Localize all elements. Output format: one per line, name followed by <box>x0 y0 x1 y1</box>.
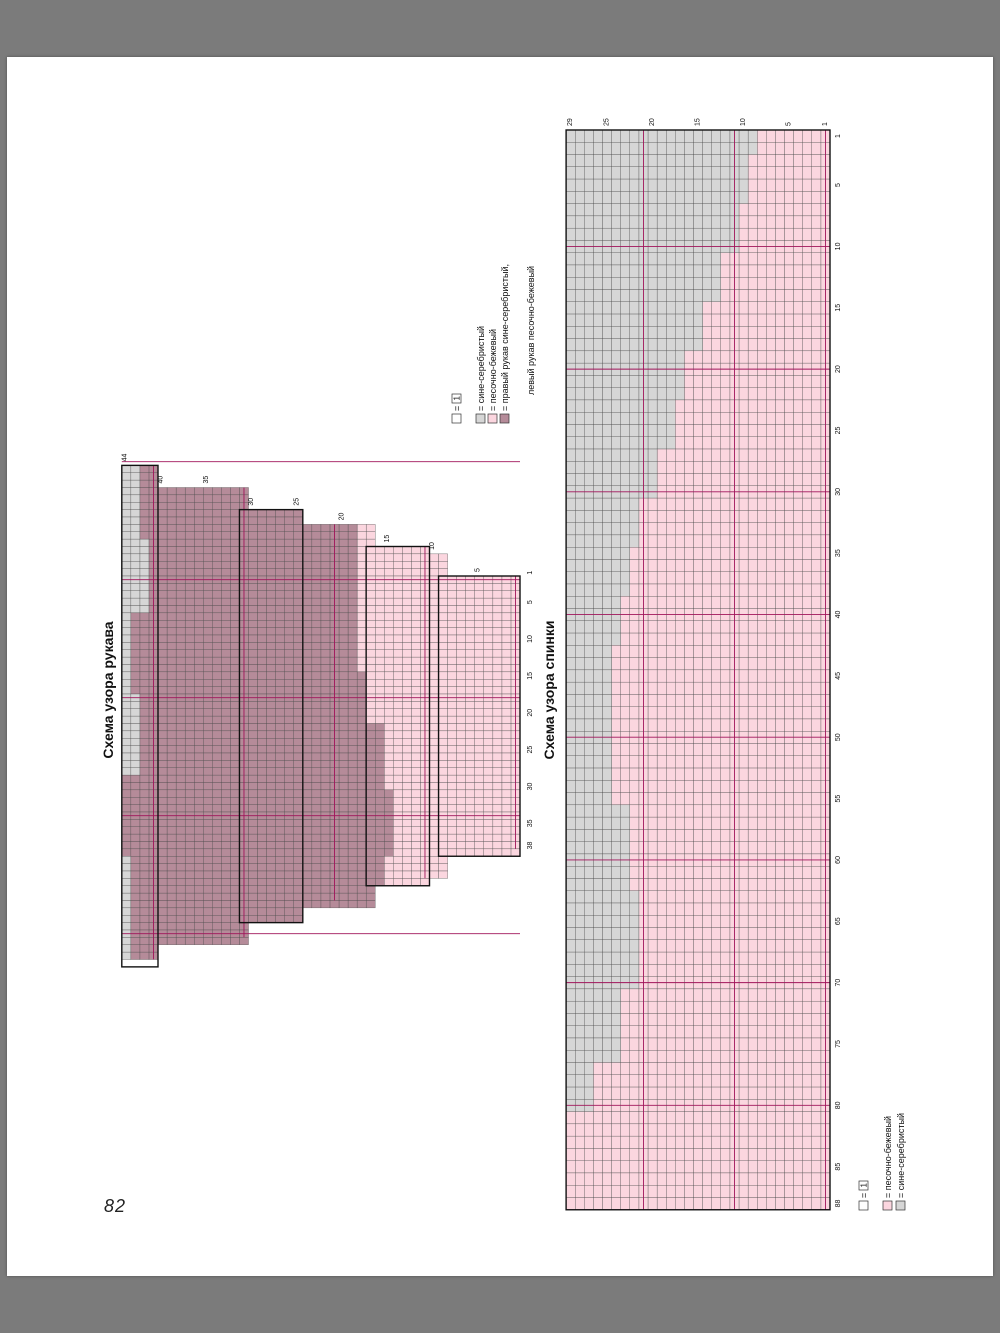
sleeve-row-label: 25 <box>527 745 534 754</box>
legend-swatch-pink <box>488 414 497 423</box>
legend-left-sleeve: левый рукав песочно-бежевый <box>526 265 536 395</box>
back-row-label: 20 <box>835 365 842 374</box>
back-row-label: 1 <box>835 134 842 138</box>
legend-blue-silver: = сине-серебристый <box>896 1113 906 1198</box>
back-row-label: 85 <box>835 1162 842 1171</box>
back-row-label: 55 <box>835 794 842 803</box>
sleeve-stitch-label: 25 <box>293 497 301 506</box>
legend-swatch-empty <box>452 414 461 423</box>
back-stitch-label: 25 <box>603 118 611 126</box>
back-row-label: 35 <box>835 549 842 558</box>
back-row-label: 10 <box>835 242 842 251</box>
back-row-label: 70 <box>835 978 842 987</box>
back-legend <box>859 1113 906 1210</box>
back-row-label: 75 <box>835 1040 842 1048</box>
sleeve-stitch-label: 10 <box>429 542 436 550</box>
sleeve-legend <box>452 264 536 423</box>
sleeve-stitch-label: 15 <box>383 534 391 543</box>
legend-right-sleeve: = правый рукав сине-серебристый, <box>500 264 510 411</box>
back-stitch-label: 1 <box>821 122 829 126</box>
sleeve-row-label: 5 <box>527 600 534 605</box>
sleeve-row-label: 1 <box>527 570 534 575</box>
sleeve-row-label: 38 <box>527 841 534 850</box>
legend-sand-beige: = песочно-бежевый <box>488 329 498 411</box>
sleeve-stitch-label: 35 <box>202 475 210 484</box>
sleeve-stitch-label: 20 <box>338 512 346 521</box>
back-stitch-label: 10 <box>740 118 747 126</box>
back-stitch-label: 29 <box>567 118 575 126</box>
sleeve-chart <box>121 453 534 966</box>
legend-swatch-grey <box>476 414 485 423</box>
back-row-label: 45 <box>835 671 842 680</box>
legend-one-glyph: 1 <box>452 396 462 401</box>
sleeve-row-label: 10 <box>527 635 534 643</box>
back-row-label: 65 <box>835 917 842 926</box>
back-row-label: 25 <box>835 426 842 435</box>
back-chart-title: Схема узора спинки <box>541 620 557 760</box>
legend-one-glyph: 1 <box>859 1183 869 1188</box>
back-row-label: 40 <box>835 610 842 619</box>
back-row-label: 50 <box>835 733 842 742</box>
back-row-label: 60 <box>835 856 842 864</box>
sleeve-chart-title: Схема узора рукава <box>100 621 116 759</box>
legend-equals: = <box>452 405 462 411</box>
back-row-label: 88 <box>835 1199 842 1208</box>
sleeve-stitch-label: 30 <box>248 497 255 506</box>
legend-swatch-mauve <box>500 414 509 423</box>
sleeve-stitch-label: 40 <box>157 475 165 484</box>
back-chart <box>566 118 842 1210</box>
sleeve-stitch-label: 5 <box>474 568 482 572</box>
page-number: 82 <box>104 1196 127 1216</box>
back-row-label: 30 <box>835 487 842 496</box>
back-row-label: 5 <box>835 183 842 188</box>
legend-swatch-empty <box>859 1201 868 1210</box>
sleeve-stitch-label: 44 <box>121 453 129 462</box>
sleeve-row-label: 20 <box>527 708 534 717</box>
sleeve-row-label: 30 <box>527 782 534 791</box>
back-stitch-label: 15 <box>694 118 702 126</box>
back-stitch-label: 5 <box>785 122 793 126</box>
sleeve-row-label: 35 <box>527 819 534 828</box>
legend-blue-silver: = сине-серебристый <box>476 326 486 411</box>
legend-sand-beige: = песочно-бежевый <box>883 1116 893 1198</box>
back-row-label: 80 <box>835 1101 842 1110</box>
legend-swatch-grey <box>896 1201 905 1210</box>
back-stitch-label: 20 <box>649 118 656 126</box>
legend-swatch-pink <box>883 1201 892 1210</box>
legend-equals: = <box>859 1192 869 1198</box>
back-row-label: 15 <box>835 303 842 312</box>
sleeve-row-label: 15 <box>527 671 534 680</box>
